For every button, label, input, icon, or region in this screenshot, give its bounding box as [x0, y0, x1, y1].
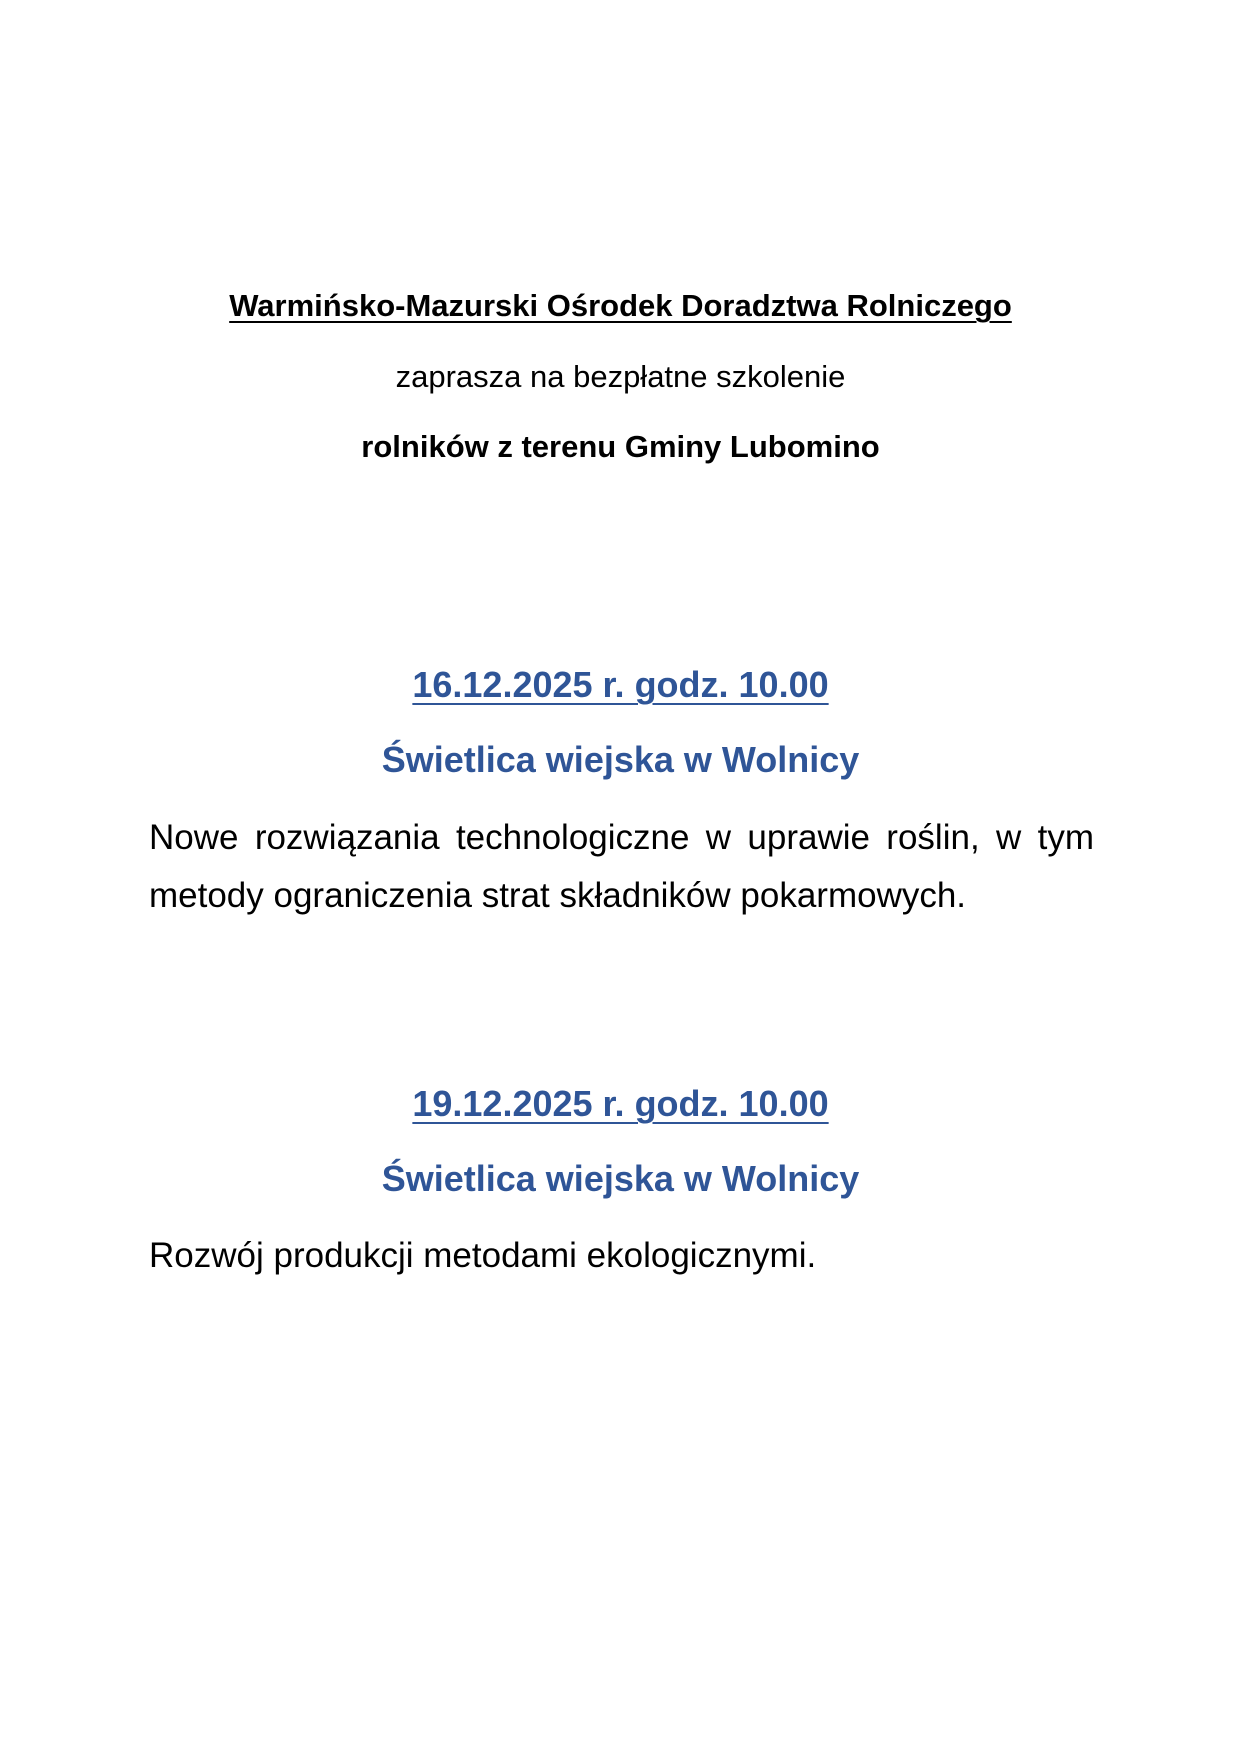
organization-title: Warmińsko-Mazurski Ośrodek Doradztwa Rolniczego: [229, 288, 1012, 323]
session-1-topic: Nowe rozwiązania technologiczne w uprawie roślin, w tym metody ograniczenia strat składników pokarmowych.: [149, 818, 1094, 915]
session-1-venue: Świetlica wiejska w Wolnicy: [381, 739, 860, 780]
audience-line: rolników z terenu Gminy Lubomino: [361, 429, 880, 464]
session-2-topic: Rozwój produkcji metodami ekologicznymi.: [149, 1236, 817, 1275]
session-1-date: 16.12.2025 r. godz. 10.00: [412, 664, 829, 705]
session-2-date: 19.12.2025 r. godz. 10.00: [412, 1083, 829, 1124]
invitation-line: zaprasza na bezpłatne szkolenie: [395, 359, 846, 394]
session-2-venue: Świetlica wiejska w Wolnicy: [381, 1158, 860, 1199]
